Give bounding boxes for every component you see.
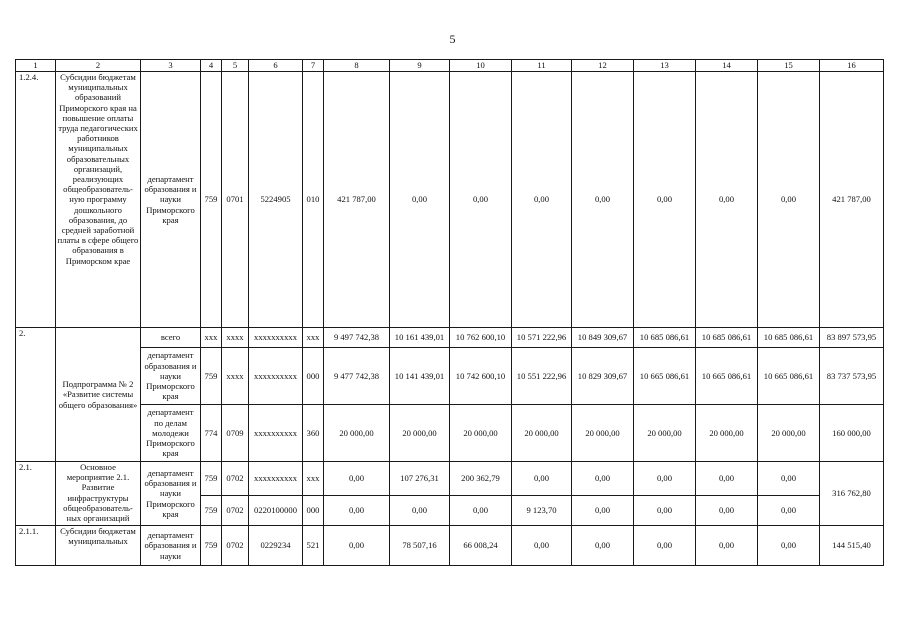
header-cell: 5: [222, 60, 249, 72]
code-cell: 759: [201, 462, 222, 496]
value-cell: 0,00: [572, 496, 634, 526]
table-row: [16, 328, 884, 348]
code-cell: 5224905: [249, 72, 303, 328]
table-row: [16, 72, 884, 328]
code-cell: ххх: [303, 462, 324, 496]
value-cell: 20 000,00: [324, 405, 390, 462]
header-cell: 4: [201, 60, 222, 72]
row-number: 2.1.1.: [16, 526, 56, 566]
code-cell: 0702: [222, 526, 249, 566]
value-cell: 10 665 086,61: [758, 348, 820, 405]
code-cell: 0702: [222, 496, 249, 526]
value-cell: 0,00: [696, 526, 758, 566]
value-cell: 20 000,00: [758, 405, 820, 462]
header-cell: 13: [634, 60, 696, 72]
header-cell: 7: [303, 60, 324, 72]
value-cell: 10 849 309,67: [572, 328, 634, 348]
value-cell: 9 497 742,38: [324, 328, 390, 348]
code-cell: хххххххххх: [249, 405, 303, 462]
value-cell: 10 665 086,61: [696, 348, 758, 405]
header-cell: 10: [450, 60, 512, 72]
row-name: Субсидии бюджетам муниципальных: [56, 526, 141, 566]
value-cell: 0,00: [390, 72, 450, 328]
value-cell: 421 787,00: [324, 72, 390, 328]
page-number: 5: [449, 32, 456, 46]
budget-table: [15, 59, 884, 566]
code-cell: 0709: [222, 405, 249, 462]
row-executor: департамент образования и науки Приморского края: [141, 72, 201, 328]
value-cell: 0,00: [634, 462, 696, 496]
value-cell: 0,00: [634, 526, 696, 566]
value-cell: 316 762,80: [820, 462, 884, 526]
row-executor: департамент образования и науки Приморского края: [141, 462, 201, 526]
value-cell: 66 008,24: [450, 526, 512, 566]
code-cell: хххх: [222, 328, 249, 348]
table-row: [16, 462, 884, 496]
code-cell: хххххххххх: [249, 348, 303, 405]
value-cell: 20 000,00: [696, 405, 758, 462]
code-cell: 759: [201, 72, 222, 328]
header-cell: 15: [758, 60, 820, 72]
value-cell: 9 477 742,38: [324, 348, 390, 405]
value-cell: 0,00: [696, 72, 758, 328]
value-cell: 0,00: [758, 496, 820, 526]
value-cell: 10 141 439,01: [390, 348, 450, 405]
header-cell: 11: [512, 60, 572, 72]
value-cell: 0,00: [572, 526, 634, 566]
code-cell: 0702: [222, 462, 249, 496]
code-cell: 000: [303, 496, 324, 526]
code-cell: ххх: [303, 328, 324, 348]
code-cell: 000: [303, 348, 324, 405]
value-cell: 421 787,00: [820, 72, 884, 328]
header-cell: 3: [141, 60, 201, 72]
row-name: Основное мероприятие 2.1. Развитие инфраструктуры общеобразователь-ных организаций: [56, 462, 141, 526]
value-cell: 10 829 309,67: [572, 348, 634, 405]
code-cell: 0701: [222, 72, 249, 328]
value-cell: 20 000,00: [512, 405, 572, 462]
value-cell: 0,00: [390, 496, 450, 526]
value-cell: 0,00: [758, 72, 820, 328]
value-cell: 0,00: [696, 462, 758, 496]
value-cell: 10 665 086,61: [634, 348, 696, 405]
table-row: [16, 526, 884, 566]
header-cell: 6: [249, 60, 303, 72]
row-number: 1.2.4.: [16, 72, 56, 328]
code-cell: 759: [201, 496, 222, 526]
code-cell: 759: [201, 526, 222, 566]
code-cell: хххххххххх: [249, 462, 303, 496]
header-cell: 16: [820, 60, 884, 72]
value-cell: 10 685 086,61: [758, 328, 820, 348]
header-cell: 2: [56, 60, 141, 72]
header-cell: 8: [324, 60, 390, 72]
value-cell: 0,00: [324, 496, 390, 526]
row-executor: всего: [141, 328, 201, 348]
header-cell: 1: [16, 60, 56, 72]
value-cell: 10 742 600,10: [450, 348, 512, 405]
row-executor: департамент по делам молодежи Приморского края: [141, 405, 201, 462]
value-cell: 10 571 222,96: [512, 328, 572, 348]
value-cell: 20 000,00: [390, 405, 450, 462]
value-cell: 0,00: [634, 72, 696, 328]
value-cell: 0,00: [512, 462, 572, 496]
row-executor: департамент образования и науки: [141, 526, 201, 566]
row-number: 2.: [16, 328, 56, 462]
code-cell: 759: [201, 348, 222, 405]
value-cell: 0,00: [572, 72, 634, 328]
value-cell: 78 507,16: [390, 526, 450, 566]
code-cell: 774: [201, 405, 222, 462]
value-cell: 200 362,79: [450, 462, 512, 496]
table-row: [16, 405, 884, 462]
header-cell: 9: [390, 60, 450, 72]
value-cell: 10 551 222,96: [512, 348, 572, 405]
code-cell: ххх: [201, 328, 222, 348]
code-cell: 521: [303, 526, 324, 566]
value-cell: 0,00: [696, 496, 758, 526]
header-row: [16, 60, 884, 72]
row-number: 2.1.: [16, 462, 56, 526]
value-cell: 0,00: [512, 72, 572, 328]
code-cell: хххх: [222, 348, 249, 405]
value-cell: 0,00: [758, 526, 820, 566]
value-cell: 83 737 573,95: [820, 348, 884, 405]
row-name: Субсидии бюджетам муниципальных образований Приморского края на повышение оплаты труда педагогических работников муниципальных образовательных организаций, реализующих общеобразователь-ную программу дошкольного образования, до средней заработной платы в сфере общего образования в Приморском крае: [56, 72, 141, 328]
header-cell: 12: [572, 60, 634, 72]
value-cell: 10 685 086,61: [634, 328, 696, 348]
table-row: [16, 348, 884, 405]
value-cell: 0,00: [450, 72, 512, 328]
value-cell: 9 123,70: [512, 496, 572, 526]
code-cell: 0220100000: [249, 496, 303, 526]
header-cell: 14: [696, 60, 758, 72]
code-cell: хххххххххх: [249, 328, 303, 348]
value-cell: 0,00: [450, 496, 512, 526]
value-cell: 144 515,40: [820, 526, 884, 566]
code-cell: 010: [303, 72, 324, 328]
value-cell: 83 897 573,95: [820, 328, 884, 348]
value-cell: 0,00: [634, 496, 696, 526]
value-cell: 0,00: [572, 462, 634, 496]
code-cell: 360: [303, 405, 324, 462]
value-cell: 20 000,00: [572, 405, 634, 462]
value-cell: 0,00: [512, 526, 572, 566]
value-cell: 160 000,00: [820, 405, 884, 462]
value-cell: 0,00: [758, 462, 820, 496]
value-cell: 10 161 439,01: [390, 328, 450, 348]
value-cell: 107 276,31: [390, 462, 450, 496]
value-cell: 20 000,00: [634, 405, 696, 462]
code-cell: 0229234: [249, 526, 303, 566]
row-name: Подпрограмма № 2 «Развитие системы общего образования»: [56, 328, 141, 462]
value-cell: 20 000,00: [450, 405, 512, 462]
value-cell: 0,00: [324, 462, 390, 496]
value-cell: 10 685 086,61: [696, 328, 758, 348]
row-executor: департамент образования и науки Приморского края: [141, 348, 201, 405]
value-cell: 10 762 600,10: [450, 328, 512, 348]
value-cell: 0,00: [324, 526, 390, 566]
